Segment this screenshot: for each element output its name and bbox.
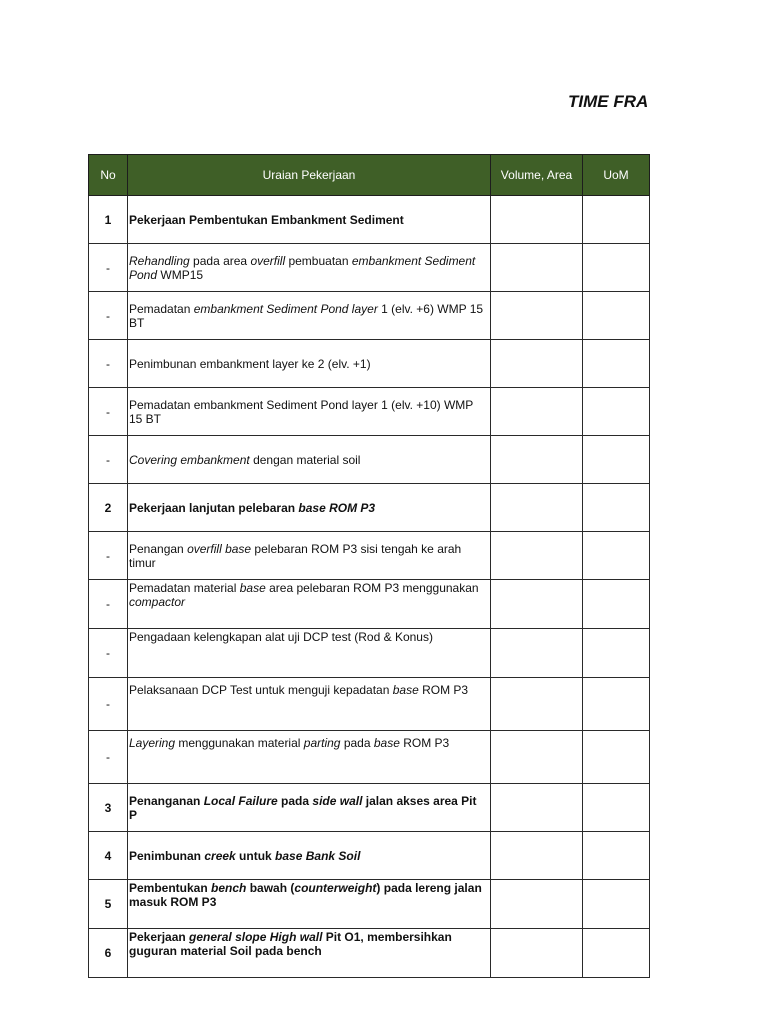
volume-cell[interactable] [491,484,583,532]
row-description: Penanganan Local Failure pada side wall jalan akses area Pit P [128,784,491,832]
row-number: - [89,340,128,388]
table-row [89,629,650,678]
work-table-area [88,154,649,960]
row-number: - [89,436,128,484]
row-number: - [89,580,128,629]
uom-cell[interactable] [583,832,650,880]
volume-cell[interactable] [491,388,583,436]
table-row [89,532,650,580]
uom-cell[interactable] [583,629,650,678]
volume-cell[interactable] [491,678,583,731]
table-row [89,388,650,436]
volume-cell[interactable] [491,292,583,340]
row-number: - [89,532,128,580]
table-row [89,929,650,978]
volume-cell[interactable] [491,580,583,629]
volume-cell[interactable] [491,784,583,832]
table-row [89,340,650,388]
volume-cell[interactable] [491,340,583,388]
table-row [89,580,650,629]
row-number: - [89,388,128,436]
uom-cell[interactable] [583,784,650,832]
row-description: Penimbunan embankment layer ke 2 (elv. +1) [128,340,491,388]
row-number: 3 [89,784,128,832]
uom-cell[interactable] [583,244,650,292]
table-row [89,244,650,292]
volume-cell[interactable] [491,436,583,484]
uom-cell[interactable] [583,929,650,978]
table-row [89,784,650,832]
uom-cell[interactable] [583,880,650,929]
row-number: 1 [89,196,128,244]
row-description: Pembentukan bench bawah (counterweight) pada lereng jalan masuk ROM P3 [128,880,491,929]
volume-cell[interactable] [491,532,583,580]
row-number: - [89,731,128,784]
header-uom: UoM [583,155,650,196]
uom-cell[interactable] [583,484,650,532]
table-row [89,731,650,784]
volume-cell[interactable] [491,196,583,244]
row-description: Rehandling pada area overfill pembuatan embankment Sediment Pond WMP15 [128,244,491,292]
work-table [88,154,650,978]
row-description: Pemadatan embankment Sediment Pond layer 1 (elv. +10) WMP 15 BT [128,388,491,436]
row-description: Pekerjaan general slope High wall Pit O1, membersihkan guguran material Soil pada bench [128,929,491,978]
row-description: Pekerjaan Pembentukan Embankment Sediment [128,196,491,244]
uom-cell[interactable] [583,196,650,244]
header-volume: Volume, Area [491,155,583,196]
row-description: Layering menggunakan material parting pada base ROM P3 [128,731,491,784]
row-description: Covering embankment dengan material soil [128,436,491,484]
row-description: Pekerjaan lanjutan pelebaran base ROM P3 [128,484,491,532]
row-number: - [89,678,128,731]
header-no: No [89,155,128,196]
volume-cell[interactable] [491,832,583,880]
volume-cell[interactable] [491,929,583,978]
row-number: - [89,244,128,292]
table-row [89,292,650,340]
table-row [89,832,650,880]
table-row [89,484,650,532]
row-number: 5 [89,880,128,929]
table-row [89,880,650,929]
page-title: TIME FRA [568,92,649,111]
row-number: - [89,292,128,340]
table-row [89,678,650,731]
uom-cell[interactable] [583,388,650,436]
header-uraian: Uraian Pekerjaan [128,155,491,196]
volume-cell[interactable] [491,731,583,784]
volume-cell[interactable] [491,880,583,929]
uom-cell[interactable] [583,731,650,784]
table-row [89,196,650,244]
uom-cell[interactable] [583,532,650,580]
row-description: Penimbunan creek untuk base Bank Soil [128,832,491,880]
uom-cell[interactable] [583,340,650,388]
row-description: Pengadaan kelengkapan alat uji DCP test (Rod & Konus) [128,629,491,678]
row-description: Penangan overfill base pelebaran ROM P3 sisi tengah ke arah timur [128,532,491,580]
row-description: Pemadatan embankment Sediment Pond layer 1 (elv. +6) WMP 15 BT [128,292,491,340]
row-description: Pemadatan material base area pelebaran ROM P3 menggunakan compactor [128,580,491,629]
uom-cell[interactable] [583,580,650,629]
row-number: 4 [89,832,128,880]
table-row [89,436,650,484]
volume-cell[interactable] [491,244,583,292]
row-number: - [89,629,128,678]
row-number: 6 [89,929,128,978]
row-number: 2 [89,484,128,532]
row-description: Pelaksanaan DCP Test untuk menguji kepadatan base ROM P3 [128,678,491,731]
volume-cell[interactable] [491,629,583,678]
uom-cell[interactable] [583,292,650,340]
uom-cell[interactable] [583,436,650,484]
table-header-row [89,155,650,196]
uom-cell[interactable] [583,678,650,731]
